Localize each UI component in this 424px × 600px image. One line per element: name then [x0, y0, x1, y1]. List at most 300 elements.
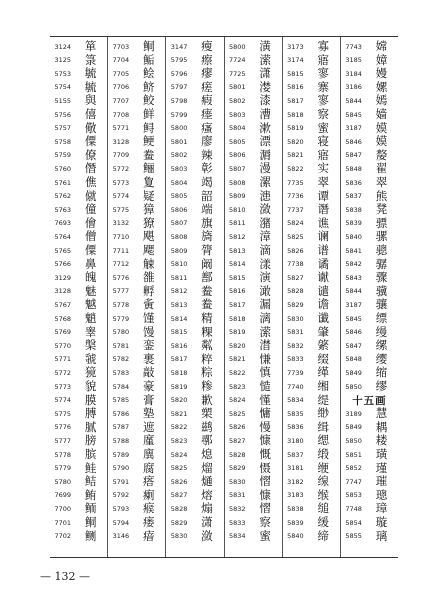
- index-entry: [50, 516, 107, 530]
- entry-code: 5834: [287, 396, 304, 405]
- entry-character: 瘦: [201, 39, 213, 54]
- index-entry: [341, 298, 398, 312]
- entry-code: 5825: [287, 232, 304, 241]
- index-entry: [341, 94, 398, 108]
- index-entry: [50, 176, 107, 190]
- entry-character: 豪: [143, 379, 155, 394]
- entry-code: 7703: [112, 42, 130, 51]
- entry-character: 瑾: [375, 460, 388, 475]
- entry-character: 僖: [84, 107, 97, 122]
- index-entry: [166, 407, 223, 421]
- index-entry: [50, 81, 107, 95]
- index-entry: [225, 40, 282, 54]
- entry-character: 膂: [201, 243, 213, 258]
- index-entry: [341, 502, 398, 516]
- entry-code: 5776: [54, 423, 71, 432]
- index-entry: [108, 516, 165, 530]
- index-entry: [166, 108, 223, 122]
- entry-code: 5155: [54, 96, 71, 105]
- entry-character: 谱: [317, 243, 330, 258]
- entry-character: 慷: [259, 487, 271, 502]
- entry-character: 膊: [84, 406, 97, 421]
- index-entry: [108, 326, 165, 340]
- entry-code: 5789: [112, 450, 130, 459]
- entry-character: 獍: [84, 365, 97, 380]
- entry-character: 翟: [375, 161, 388, 176]
- entry-character: 旖: [201, 229, 213, 244]
- index-entry: [283, 271, 340, 285]
- entry-character: 潇: [259, 66, 271, 81]
- entry-code: 5771: [54, 355, 71, 364]
- index-entry: [283, 135, 340, 149]
- entry-character: 察: [259, 515, 271, 530]
- entry-character: 谲: [317, 256, 330, 271]
- index-entry: [283, 54, 340, 68]
- index-entry: [341, 489, 398, 503]
- index-entry: [50, 244, 107, 258]
- index-entry: [225, 353, 282, 367]
- entry-character: 熊: [375, 188, 388, 203]
- entry-code: 5817: [170, 355, 188, 364]
- entry-character: 翠: [317, 175, 330, 190]
- index-entry: [225, 149, 282, 163]
- entry-code: 5829: [228, 464, 246, 473]
- entry-code: 3187: [345, 300, 362, 309]
- index-entry: [166, 217, 223, 231]
- index-entry: [166, 489, 223, 503]
- index-column: [108, 37, 166, 557]
- entry-code: 5763: [54, 205, 71, 214]
- index-entry: [341, 326, 398, 340]
- entry-code: 5792: [112, 491, 130, 500]
- entry-character: 骠: [375, 215, 388, 230]
- entry-character: 鲗: [84, 528, 97, 543]
- entry-character: 僳: [84, 243, 97, 258]
- entry-code: 5832: [228, 504, 246, 513]
- entry-character: 鄩: [201, 433, 213, 448]
- entry-code: 5819: [228, 328, 246, 337]
- entry-character: 毓: [84, 66, 97, 81]
- entry-code: 5787: [112, 423, 130, 432]
- entry-character: 遮: [143, 419, 155, 434]
- entry-code: 5814: [228, 260, 246, 269]
- entry-character: 漏: [259, 297, 271, 312]
- entry-code: 5776: [112, 273, 130, 282]
- entry-code: 3129: [54, 273, 71, 282]
- entry-code: 5778: [112, 300, 130, 309]
- entry-character: 旗: [201, 215, 213, 230]
- index-entry: [341, 353, 398, 367]
- entry-code: 7736: [287, 192, 304, 201]
- entry-code: 5820: [287, 137, 304, 146]
- entry-code: 3128: [112, 137, 130, 146]
- entry-code: 5838: [345, 205, 362, 214]
- entry-code: 5812: [170, 287, 188, 296]
- entry-character: 銮: [143, 338, 155, 353]
- entry-character: 瘗: [201, 107, 213, 122]
- entry-code: 5831: [287, 328, 304, 337]
- entry-character: 嫘: [375, 79, 388, 94]
- index-entry: [341, 271, 398, 285]
- index-entry: [166, 258, 223, 272]
- entry-code: 5809: [228, 192, 246, 201]
- entry-code: 5821: [228, 355, 246, 364]
- entry-character: 鲖: [143, 39, 155, 54]
- entry-character: 瘳: [201, 66, 213, 81]
- entry-character: 瘩: [143, 474, 155, 489]
- entry-code: 5837: [287, 450, 304, 459]
- index-entry: [341, 366, 398, 380]
- entry-code: 3128: [54, 287, 71, 296]
- page-number: — 132 —: [40, 570, 90, 583]
- index-entry: [166, 353, 223, 367]
- index-entry: [50, 230, 107, 244]
- entry-code: 5759: [54, 151, 71, 160]
- entry-code: 5804: [170, 178, 188, 187]
- entry-code: 7701: [54, 518, 71, 527]
- entry-character: 韶: [201, 188, 213, 203]
- entry-code: 5834: [228, 532, 246, 541]
- entry-code: 5757: [54, 124, 71, 133]
- index-entry: [283, 448, 340, 462]
- index-entry: [108, 380, 165, 394]
- entry-code: 3147: [170, 42, 188, 51]
- entry-character: 慥: [259, 379, 271, 394]
- entry-code: 5785: [112, 396, 130, 405]
- index-entry: [166, 380, 223, 394]
- index-entry: [166, 176, 223, 190]
- entry-character: 鲙: [143, 66, 155, 81]
- index-entry: [341, 516, 398, 530]
- index-entry: [283, 475, 340, 489]
- entry-character: 谰: [317, 229, 330, 244]
- entry-character: 嫫: [375, 120, 388, 135]
- entry-code: 3146: [112, 532, 130, 541]
- entry-code: 5778: [54, 450, 71, 459]
- entry-code: 5852: [345, 464, 362, 473]
- index-entry: [225, 475, 282, 489]
- entry-code: 7743: [345, 42, 362, 51]
- entry-code: 5815: [228, 273, 246, 282]
- entry-code: 5849: [345, 423, 362, 432]
- entry-code: 3180: [287, 436, 304, 445]
- entry-code: 5777: [112, 287, 130, 296]
- entry-code: 5811: [228, 219, 246, 228]
- entry-character: 寥: [317, 66, 330, 81]
- index-entry: [341, 230, 398, 244]
- entry-code: 5773: [112, 178, 130, 187]
- entry-code: 5779: [54, 464, 71, 473]
- index-entry: [166, 502, 223, 516]
- entry-character: 缌: [317, 433, 330, 448]
- index-entry: [283, 312, 340, 326]
- index-entry: [108, 108, 165, 122]
- entry-code: 5817: [287, 96, 304, 105]
- entry-code: 5835: [287, 409, 304, 418]
- entry-character: 实: [317, 161, 330, 176]
- entry-code: 7706: [112, 83, 130, 92]
- entry-character: 缓: [317, 515, 330, 530]
- index-entry: [283, 94, 340, 108]
- index-entry: [341, 67, 398, 81]
- entry-character: 毓: [84, 79, 97, 94]
- entry-code: 5821: [287, 151, 304, 160]
- entry-code: 5825: [170, 464, 188, 473]
- entry-character: 慬: [259, 392, 271, 407]
- entry-character: 漘: [259, 147, 271, 162]
- entry-code: 5772: [54, 368, 71, 377]
- entry-code: 5807: [170, 219, 188, 228]
- index-entry: [166, 366, 223, 380]
- index-column: [225, 37, 283, 557]
- index-entry: [341, 54, 398, 68]
- entry-character: 寤: [317, 147, 330, 162]
- entry-character: 嫠: [375, 147, 388, 162]
- index-entry: [341, 176, 398, 190]
- entry-code: 5802: [228, 96, 246, 105]
- index-entry: [341, 162, 398, 176]
- entry-character: 廑: [143, 433, 155, 448]
- entry-character: 瘊: [143, 501, 155, 516]
- entry-code: 5824: [287, 219, 304, 228]
- index-entry: [166, 394, 223, 408]
- entry-code: 5775: [54, 409, 71, 418]
- index-entry: [225, 230, 282, 244]
- index-entry: [166, 339, 223, 353]
- entry-code: 5829: [170, 518, 188, 527]
- index-entry: [166, 230, 223, 244]
- index-entry: [108, 366, 165, 380]
- entry-code: 5840: [287, 532, 304, 541]
- entry-character: 鲞: [201, 297, 213, 312]
- entry-character: 魄: [84, 270, 97, 285]
- index-entry: [283, 203, 340, 217]
- entry-character: 谭: [317, 188, 330, 203]
- entry-character: 嫫: [375, 134, 388, 149]
- index-entry: [283, 122, 340, 136]
- index-entry: [225, 380, 282, 394]
- entry-code: 5827: [228, 436, 246, 445]
- entry-character: 慴: [259, 501, 271, 516]
- entry-code: 5753: [54, 69, 71, 78]
- entry-character: 骥: [375, 283, 388, 298]
- entry-character: 魆: [84, 297, 97, 312]
- entry-code: 7747: [345, 477, 362, 486]
- entry-character: 寨: [317, 79, 330, 94]
- index-entry: [341, 149, 398, 163]
- entry-character: 漾: [259, 256, 271, 271]
- entry-character: 睾: [84, 324, 97, 339]
- entry-code: 3185: [345, 56, 362, 65]
- index-entry: [50, 312, 107, 326]
- entry-code: 5824: [170, 450, 188, 459]
- entry-character: 潋: [201, 528, 213, 543]
- entry-code: 5837: [345, 192, 362, 201]
- index-entry: [166, 122, 223, 136]
- entry-character: 膑: [84, 447, 97, 462]
- index-entry: [166, 162, 223, 176]
- index-entry: [108, 339, 165, 353]
- entry-character: 缐: [317, 474, 330, 489]
- index-entry: [283, 530, 340, 544]
- entry-code: 7712: [112, 260, 130, 269]
- index-entry: [341, 258, 398, 272]
- entry-character: 塾: [143, 406, 155, 421]
- entry-code: 5786: [112, 409, 130, 418]
- index-entry: [225, 162, 282, 176]
- index-entry: [166, 462, 223, 476]
- entry-code: 5796: [170, 69, 188, 78]
- entry-character: 熥: [201, 474, 213, 489]
- entry-code: 3173: [287, 42, 304, 51]
- entry-character: 綮: [317, 338, 330, 353]
- entry-character: 缇: [317, 392, 330, 407]
- entry-code: 5800: [228, 42, 246, 51]
- index-entry: [166, 312, 223, 326]
- entry-code: 7700: [54, 504, 71, 513]
- entry-code: 5839: [345, 219, 362, 228]
- entry-character: 箪: [84, 39, 97, 54]
- entry-code: 7724: [228, 56, 246, 65]
- entry-code: 5764: [54, 232, 71, 241]
- entry-code: 5841: [345, 246, 362, 255]
- entry-code: 5804: [228, 124, 246, 133]
- entry-code: 5815: [170, 328, 188, 337]
- index-entry: [341, 108, 398, 122]
- entry-code: 3186: [345, 83, 362, 92]
- entry-code: 7748: [345, 504, 362, 513]
- index-entry: [50, 421, 107, 435]
- entry-code: 5774: [112, 192, 130, 201]
- entry-code: 5847: [345, 341, 362, 350]
- entry-code: 5831: [228, 491, 246, 500]
- entry-character: 嫜: [375, 52, 388, 67]
- index-entry: [283, 502, 340, 516]
- index-entry: [50, 271, 107, 285]
- entry-character: 鲞: [143, 147, 155, 162]
- entry-character: 鲖: [84, 515, 97, 530]
- entry-character: 飓: [143, 229, 155, 244]
- index-entry: [50, 489, 107, 503]
- entry-code: 5808: [170, 232, 188, 241]
- entry-code: 7708: [112, 110, 130, 119]
- index-entry: [108, 67, 165, 81]
- index-entry: [50, 462, 107, 476]
- index-entry: [283, 380, 340, 394]
- entry-character: 端: [201, 202, 213, 217]
- entry-code: 3187: [345, 124, 362, 133]
- index-entry: [108, 190, 165, 204]
- index-entry: [50, 407, 107, 421]
- entry-code: 5781: [112, 341, 130, 350]
- entry-character: 蜜: [259, 528, 271, 543]
- index-entry: [166, 516, 223, 530]
- entry-character: 谶: [317, 311, 330, 326]
- entry-code: 5849: [345, 368, 362, 377]
- entry-code: 7740: [287, 382, 304, 391]
- entry-character: 瘥: [201, 79, 213, 94]
- entry-code: 5793: [112, 504, 130, 513]
- entry-character: 璋: [375, 501, 388, 516]
- entry-character: 谯: [317, 215, 330, 230]
- entry-code: 7709: [112, 151, 130, 160]
- index-entry: [341, 475, 398, 489]
- entry-character: 漳: [259, 229, 271, 244]
- entry-code: 5795: [170, 56, 188, 65]
- entry-character: 慢: [259, 419, 271, 434]
- index-entry: [283, 190, 340, 204]
- entry-code: 3124: [54, 42, 71, 51]
- index-entry: [283, 108, 340, 122]
- entry-character: 缥: [375, 311, 388, 326]
- entry-character: 璃: [375, 528, 388, 543]
- entry-character: 慎: [259, 365, 271, 380]
- index-entry: [225, 176, 282, 190]
- entry-character: 澉: [259, 283, 271, 298]
- entry-code: 7707: [112, 96, 130, 105]
- entry-code: 5791: [112, 477, 130, 486]
- entry-code: 7725: [228, 69, 246, 78]
- index-entry: [341, 312, 398, 326]
- entry-character: 漕: [259, 107, 271, 122]
- index-entry: [50, 530, 107, 544]
- index-entry: [225, 217, 282, 231]
- entry-code: 5811: [170, 273, 188, 282]
- entry-character: 漓: [259, 311, 271, 326]
- entry-character: 骡: [375, 229, 388, 244]
- index-entry: [108, 54, 165, 68]
- entry-code: 5766: [54, 260, 71, 269]
- entry-code: 3181: [287, 464, 304, 473]
- entry-character: 缏: [317, 460, 330, 475]
- entry-character: 璁: [375, 487, 388, 502]
- entry-character: 慨: [259, 447, 271, 462]
- entry-code: 5794: [112, 518, 130, 527]
- index-entry: [341, 434, 398, 448]
- index-entry: [50, 326, 107, 340]
- entry-character: 僧: [84, 229, 97, 244]
- index-table: [50, 36, 398, 558]
- entry-code: 5846: [345, 328, 362, 337]
- index-entry: [108, 81, 165, 95]
- index-entry: [225, 312, 282, 326]
- entry-character: 鲚: [143, 79, 155, 94]
- entry-code: 5772: [112, 164, 130, 173]
- entry-code: 5833: [287, 355, 304, 364]
- entry-code: 5850: [345, 436, 362, 445]
- entry-code: 5799: [170, 110, 188, 119]
- index-entry: [283, 217, 340, 231]
- entry-character: 凳: [375, 202, 388, 217]
- index-entry: [108, 421, 165, 435]
- entry-code: 5767: [54, 300, 71, 309]
- entry-code: 5805: [170, 192, 188, 201]
- entry-character: 骧: [375, 297, 388, 312]
- entry-code: 3189: [345, 409, 362, 418]
- entry-code: 5815: [287, 69, 304, 78]
- entry-character: 璇: [375, 515, 388, 530]
- index-entry: [50, 217, 107, 231]
- entry-character: 瘌: [143, 487, 155, 502]
- index-entry: [50, 502, 107, 516]
- entry-code: 5801: [228, 83, 246, 92]
- index-entry: [225, 81, 282, 95]
- entry-code: 5836: [345, 178, 362, 187]
- index-entry: [166, 81, 223, 95]
- entry-code: 5816: [170, 341, 188, 350]
- index-entry: [108, 407, 165, 421]
- entry-code: 7693: [54, 219, 71, 228]
